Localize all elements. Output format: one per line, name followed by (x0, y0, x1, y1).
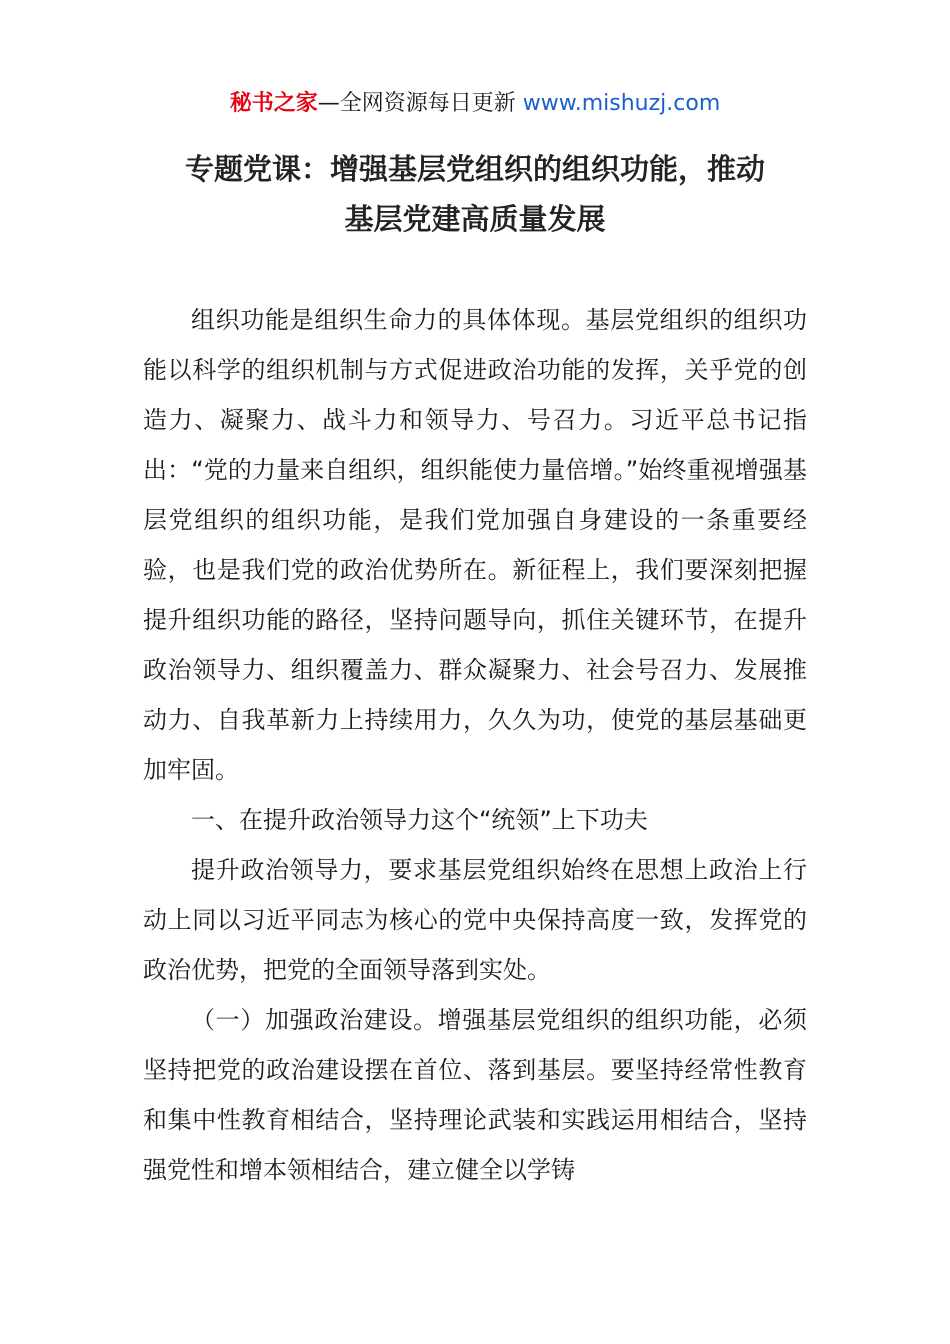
title-line-1: 专题党课：增强基层党组织的组织功能，推动 (184, 152, 765, 186)
site-header (0, 88, 950, 120)
paragraph-subsection-1: （一）加强政治建设。增强基层党组织的组织功能，必须坚持把党的政治建设摆在首位、落到基层。要坚持经常性教育和集中性教育相结合，坚持理论武装和实践运用相结合，坚持强党性和增本领相结合，建立健全以学铸 (143, 1006, 807, 1184)
section-heading-1: 一、在提升政治领导力这个“统领”上下功夫 (191, 806, 648, 834)
paragraph-section-1-intro: 提升政治领导力，要求基层党组织始终在思想上政治上行动上同以习近平同志为核心的党中央保持高度一致，发挥党的政治优势，把党的全面领导落到实处。 (143, 856, 807, 984)
document-body (143, 295, 807, 1195)
title-line-2: 基层党建高质量发展 (344, 202, 606, 236)
header-tagline: —全网资源每日更新 (317, 91, 523, 116)
brand-name: 秘书之家 (229, 91, 318, 116)
paragraph-intro: 组织功能是组织生命力的具体体现。基层党组织的组织功能以科学的组织机制与方式促进政治功能的发挥，关乎党的创造力、凝聚力、战斗力和领导力、号召力。习近平总书记指出：“党的力量来自组织，组织能使力量倍增。”始终重视增强基层党组织的组织功能，是我们党加强自身建设的一条重要经验，也是我们党的政治优势所在。新征程上，我们要深刻把握提升组织功能的路径，坚持问题导向，抓住关键环节，在提升政治领导力、组织覆盖力、群众凝聚力、社会号召力、发展推动力、自我革新力上持续用力，久久为功，使党的基层基础更加牢固。 (143, 306, 807, 784)
site-link[interactable]: www.mishuzj.com (522, 91, 721, 116)
document-title (100, 144, 850, 244)
